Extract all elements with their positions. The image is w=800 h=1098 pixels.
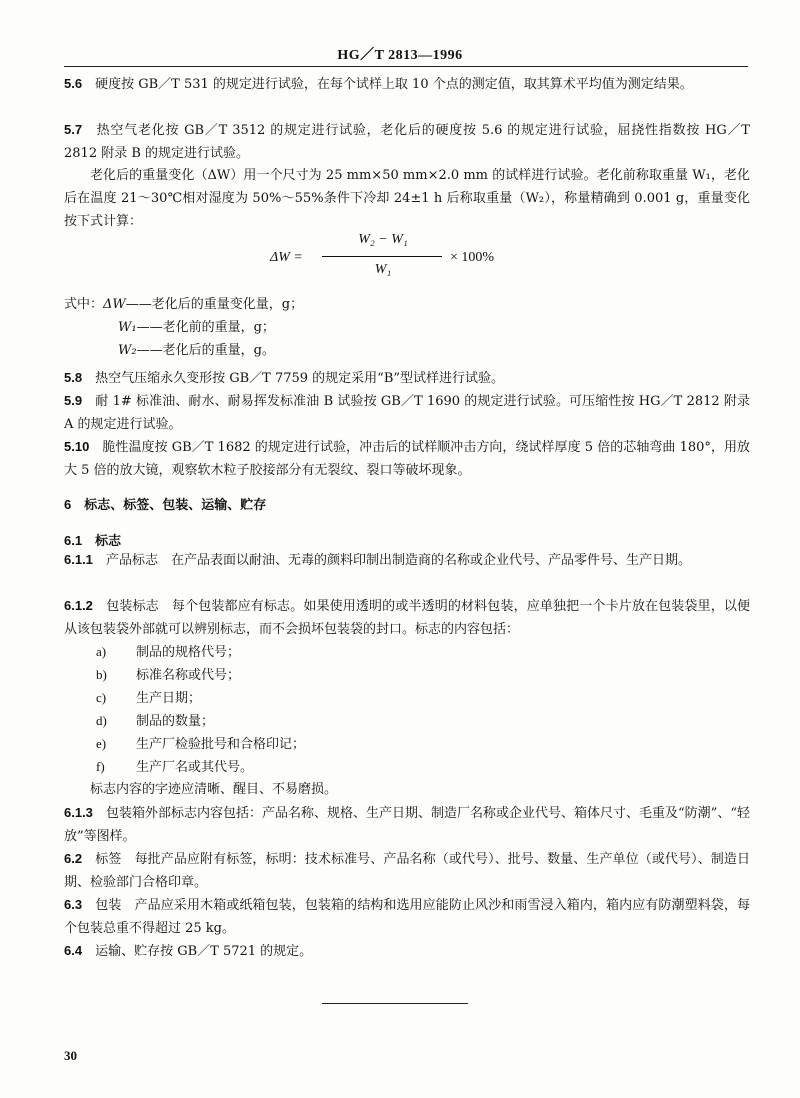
definition-text: ——老化后的重量变化量，g； [125,297,304,312]
list-label: f) [96,759,105,774]
definition-text: ——老化后的重量，g。 [136,343,275,358]
formula-lhs: ΔW = [270,250,303,265]
clause-text: 包装箱外部标志内容包括：产品名称、规格、生产日期、制造厂名称或企业代号、箱体尺寸、毛重及“防潮”、“轻放”等图样。 [64,806,750,844]
header-rule [64,66,748,67]
clause-text: 包装 产品应采用木箱或纸箱包装，包装箱的结构和选用应能防止风沙和雨雪浸入箱内，箱内应有防潮塑料袋，每个包装总重不得超过 25 kg。 [64,898,750,936]
page-number: 30 [64,1048,77,1063]
clause-number: 6.3 [64,897,83,912]
list-label: d) [96,713,107,728]
clause-number: 5.9 [64,393,83,408]
clause-6-4 [64,939,750,963]
clause-text: 耐 1# 标准油、耐水、耐易挥发标准油 B 试验按 GB／T 1690 的规定进行试验。可压缩性按 HG／T 2812 附录 A 的规定进行试验。 [64,394,750,432]
clause-5-9 [64,389,750,436]
list-label: c) [96,690,107,705]
clause-5-10 [64,435,750,482]
clause-number: 5.8 [64,370,83,385]
list-text: 制品的数量； [136,714,215,729]
clause-text: 硬度按 GB／T 531 的规定进行试验，在每个试样上取 10 个点的测定值，取其算术平均值为测定结果。 [95,77,693,92]
clause-6-1-1 [64,548,750,572]
definition-w2 [118,339,275,362]
clause-6-2 [64,847,750,894]
section-6-1-heading: 6.1 标志 [64,533,122,548]
clause-number: 6.4 [64,943,83,958]
list-item [96,663,240,687]
clause-number: 6.2 [64,851,83,866]
clause-5-8 [64,366,750,390]
document-header: HG／T 2813—1996 [337,48,463,63]
clause-text: 脆性温度按 GB／T 1682 的规定进行试验，冲击后的试样顺冲击方向，绕试样厚度 5 倍的芯轴弯曲 180°，用放大 5 倍的放大镜，观察软木粒子胶接部分有无裂纹、裂口等破坏现象。 [64,440,750,478]
list-closing-note: 标志内容的字迹应清晰、醒目、不易磨损。 [90,782,338,797]
weight-change-formula [270,232,530,290]
list-item [96,755,253,779]
definition-prefix: 式中： [64,297,104,312]
clause-text: 热空气老化按 GB／T 3512 的规定进行试验，老化后的硬度按 5.6 的规定进行试验，屈挠性指数按 HG／T 2812 附录 B 的规定进行试验。 [64,123,750,161]
formula-denominator: W₁ [374,262,392,277]
clause-number: 5.10 [64,439,90,454]
clause-5-6 [64,72,750,96]
definition-text: ——老化前的重量，g； [136,320,275,335]
clause-text: 热空气压缩永久变形按 GB／T 7759 的规定采用“B”型试样进行试验。 [95,371,505,386]
formula-tail: × 100% [450,250,495,265]
clause-6-3 [64,893,750,940]
list-text: 生产厂名或其代号。 [136,760,254,775]
section-6-heading: 6 标志、标签、包装、运输、贮存 [64,497,267,512]
clause-text: 包装标志 每个包装都应有标志。如果使用透明的或半透明的材料包装，应单独把一个卡片放在包装袋里，以便从该包装袋外部就可以辨别标志，而不会损坏包装袋的封口。标志的内容包括： [64,599,750,637]
clause-number: 6.1.3 [64,805,93,820]
clause-6-1-2 [64,594,750,641]
list-text: 生产厂检验批号和合格印记； [136,737,306,752]
clause-6-1-3 [64,801,750,848]
definition-symbol: W₁ [118,320,137,335]
list-item [96,709,214,733]
list-label: b) [96,667,107,682]
fraction-bar [322,256,442,257]
list-text: 标准名称或代号； [136,668,241,683]
list-item [96,640,240,664]
list-item [96,732,305,756]
formula-numerator: W₂ − W₁ [358,232,408,247]
clause-number: 5.7 [64,122,83,137]
list-text: 制品的规格代号； [136,645,241,660]
list-label: e) [96,736,107,751]
list-item [96,686,201,710]
clause-number: 6.1.2 [64,598,93,613]
list-label: a) [96,644,107,659]
clause-5-7 [64,118,750,165]
definition-w1 [118,316,275,339]
end-rule [322,1003,468,1004]
clause-number: 6.1.1 [64,552,93,567]
clause-number: 5.6 [64,76,83,91]
clause-text: 标签 每批产品应附有标签，标明：技术标准号、产品名称（或代号）、批号、数量、生产单位（或代号）、制造日期、检验部门合格印章。 [64,852,750,890]
list-text: 生产日期； [136,691,202,706]
weight-change-paragraph: 老化后的重量变化（ΔW）用一个尺寸为 25 mm×50 mm×2.0 mm 的试样进行试验。老化前称取重量 W₁，老化后在温度 21～30℃相对湿度为 50%～55%条件下冷却 24±1 h 后称取重量（W₂），称量精确到 0.001 g，重量变化按下式计算： [64,168,750,229]
definition-symbol: W₂ [118,343,137,358]
definition-symbol: ΔW [103,297,126,312]
clause-text: 产品标志 在产品表面以耐油、无毒的颜料印制出制造商的名称或企业代号、产品零件号、生产日期。 [105,553,691,568]
clause-text: 运输、贮存按 GB／T 5721 的规定。 [95,944,313,959]
definition-dw [64,293,303,316]
